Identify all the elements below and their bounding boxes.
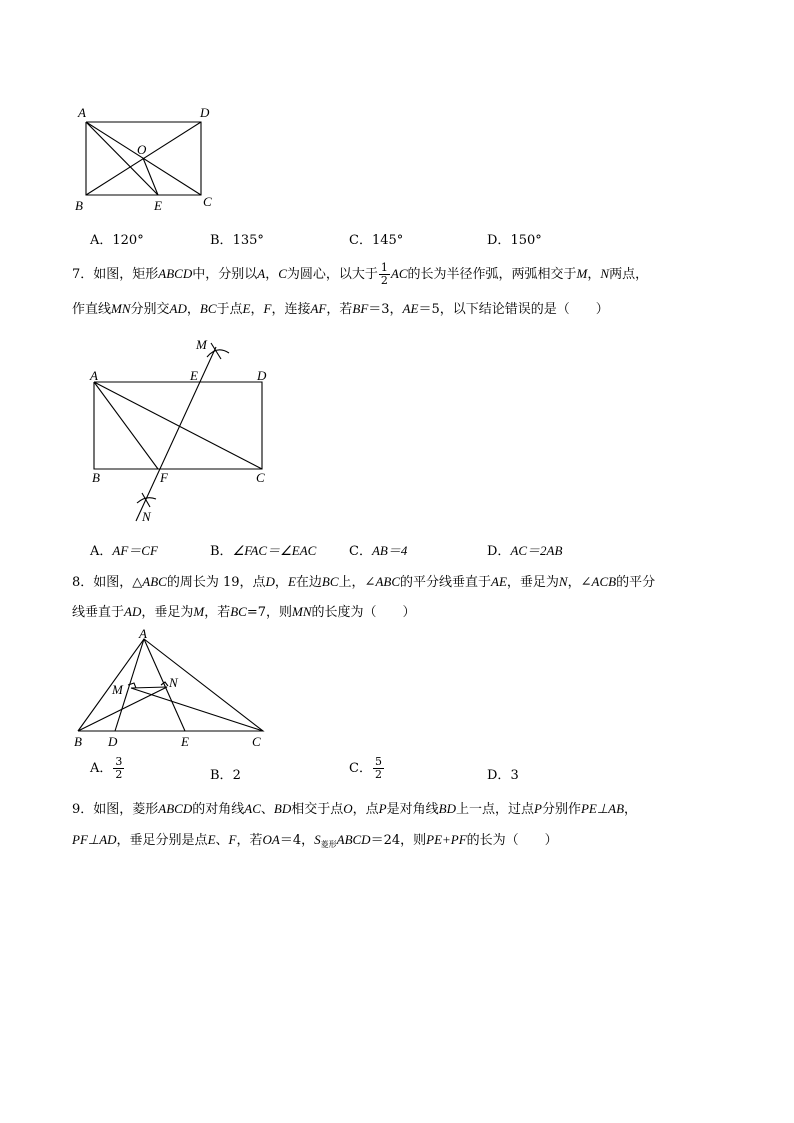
area-subscript: 菱形	[320, 840, 337, 849]
q7-option-b: B．∠FAC＝∠EAC	[210, 543, 317, 559]
label-c: C	[252, 734, 261, 749]
label-d: D	[200, 105, 210, 120]
bisector-c	[131, 688, 263, 731]
q8-line-2: 线垂直于AD，垂足为M，若BC=7，则MN的长度为（ ）	[72, 604, 416, 620]
q8-option-d: D．3	[487, 768, 519, 783]
label-b: B	[92, 470, 100, 485]
segment-ae	[86, 122, 158, 195]
label-f: F	[160, 470, 168, 485]
label-a: A	[78, 105, 86, 120]
label-a: A	[139, 626, 147, 641]
label-e: E	[181, 734, 189, 749]
q7-line-1: 7．如图，矩形ABCD中，分别以A，C为圆心，以大于 $\frac{1}{2}$ AC的长为半径作弧，两弧相交于M，N两点，	[72, 261, 649, 287]
label-n: N	[142, 509, 151, 524]
figure-q6-rectangle	[70, 100, 230, 215]
segment-ae	[144, 639, 185, 731]
diagonal-ac	[94, 382, 262, 469]
arc-m-cross	[211, 343, 221, 359]
label-c: C	[203, 194, 212, 209]
q7-line-2: 作直线MN分别交AD，BC于点E，F，连接AF，若BF＝3，AE＝5，以下结论错误的是（ ）	[72, 301, 609, 317]
label-d: D	[257, 368, 267, 383]
label-e: E	[154, 198, 162, 213]
label-e: E	[190, 368, 198, 383]
fraction-one-half: $\frac{1}{2}$	[380, 261, 388, 287]
line-mn	[136, 347, 216, 521]
label-a: A	[90, 368, 98, 383]
figure-q8-triangle	[68, 625, 278, 753]
fraction-five-halves: $\frac{5}{2}$	[374, 755, 382, 781]
segment-mn	[131, 687, 167, 688]
q9-line-2: PF⊥AD，垂足分别是点E、F，若OA＝4，$S_{菱形}ABCD=24$，则PE+PF的长为（ ）	[72, 832, 558, 849]
label-c: C	[256, 470, 265, 485]
q7-option-d: D．AC＝2AB	[487, 543, 563, 559]
q7-option-a: A．AF＝CF	[90, 543, 158, 559]
segment-af	[94, 382, 158, 469]
q8-line-1: 8．如图，△ABC的周长为 19，点D，E在边BC上，∠ABC的平分线垂直于AE，垂足为N，∠ACB的平分	[72, 574, 656, 590]
q9-line-1: 9．如图，菱形ABCD的对角线AC、BD相交于点O，点P是对角线BD上一点，过点P分别作PE⊥AB，	[72, 801, 638, 817]
figure-q7-rectangle	[80, 333, 290, 528]
q8-option-c: C． $\frac{5}{2}$	[349, 755, 382, 781]
q6-option-a: A．120°	[90, 233, 144, 248]
label-b: B	[75, 198, 83, 213]
label-d: D	[108, 734, 118, 749]
label-m: M	[196, 337, 207, 352]
q6-option-c: C．145°	[349, 233, 404, 248]
label-n: N	[169, 675, 178, 690]
label-o: O	[137, 142, 147, 157]
q6-option-d: D．150°	[487, 233, 542, 248]
q8-option-b: B．2	[210, 768, 241, 783]
label-b: B	[74, 734, 82, 749]
label-m: M	[112, 682, 123, 697]
fraction-three-halves: $\frac{3}{2}$	[115, 755, 123, 781]
q6-option-b: B．135°	[210, 233, 264, 248]
q7-option-c: C．AB＝4	[349, 543, 408, 559]
q8-option-a: A． $\frac{3}{2}$	[90, 755, 123, 781]
